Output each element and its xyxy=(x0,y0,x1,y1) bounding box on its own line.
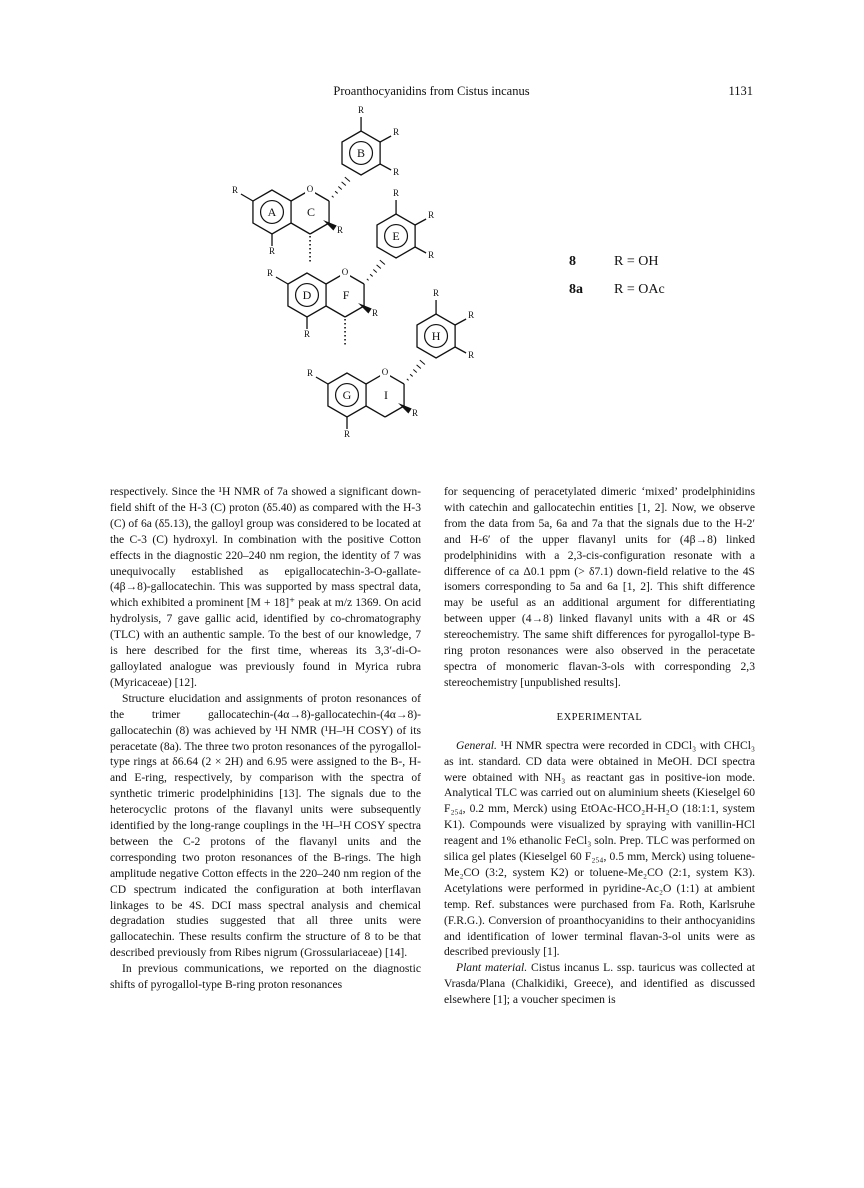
hashed-bond-stroke xyxy=(413,370,416,373)
run-in-heading: General. xyxy=(456,738,497,752)
ring-label: A xyxy=(267,204,277,219)
ring-label: H xyxy=(431,328,441,343)
left-text-column xyxy=(110,484,421,993)
heterocycle-bond xyxy=(310,223,329,234)
ring-label: C xyxy=(307,204,316,219)
compound-formula: R = OH xyxy=(614,254,659,269)
paragraph-general xyxy=(444,738,755,961)
section-heading-experimental: EXPERIMENTAL xyxy=(556,711,643,723)
hashed-bond-stroke xyxy=(417,365,421,369)
hashed-bond-stroke xyxy=(342,182,346,186)
legend-row-8 xyxy=(569,248,665,276)
page-header xyxy=(110,84,753,104)
substituent-r: R xyxy=(303,329,311,340)
substituent-r: R xyxy=(372,308,379,319)
substituent-r: R xyxy=(337,225,344,236)
hashed-bond-stroke xyxy=(373,270,376,273)
substituent-bond xyxy=(415,219,426,225)
substituent-r: R xyxy=(268,246,276,257)
substituent-bond xyxy=(241,194,253,201)
heterocycle-bond xyxy=(345,306,364,317)
compound-formula: R = OAc xyxy=(614,282,665,297)
heterocycle-bond xyxy=(385,406,404,417)
substituent-r: R xyxy=(393,167,400,178)
hashed-bond-stroke xyxy=(345,177,350,181)
substituent-bond xyxy=(415,247,426,253)
running-title: Proanthocyanidins from Cistus incanus xyxy=(333,84,530,98)
substituent-bond xyxy=(380,136,391,142)
substituent-bond xyxy=(455,319,466,325)
oxygen-label: O xyxy=(381,367,389,378)
ring-label: G xyxy=(342,387,352,402)
hashed-bond-stroke xyxy=(335,191,338,193)
page-number: 1131 xyxy=(728,84,753,98)
legend-row-8a xyxy=(569,276,665,304)
ring-label: I xyxy=(384,387,389,402)
substituent-r: R xyxy=(393,127,400,138)
compound-legend xyxy=(569,248,665,304)
ring-label: D xyxy=(302,287,312,302)
paragraph-text: Cistus incanus L. ssp. tauricus was collected at Vrasda/Plana (Chalkidiki, Greece), and identified as discussed elsewhere [1]; a voucher specimen is xyxy=(444,961,755,1007)
hashed-bond-stroke xyxy=(367,279,369,280)
oxygen-label: O xyxy=(341,267,349,278)
paragraph: Structure elucidation and assignments of proton resonances of the trimer gallocatechin-(4α→8)-gallocatechin-(4α→8)-gallocatechin (8) was achieved by ¹H NMR (¹H–¹H COSY) of its peracetate (8a). The three two proton resonances of the pyrogallol-type rings at δ6.64 (2 × 2H) and 6.95 were assigned to the B-, H- and E-ring, respectively, by comparison with the spectra of synthetic trimeric prodelphinidins [13]. The signals due to the heterocyclic protons of the flavanyl units were subsequently identified by the long-range couplings in the ¹H–¹H COSY spectra between the C-2 protons of the flavanyl units and the corresponding two proton resonances of the B-rings. The high amplitude negative Cotton effects in the 220–240 nm region of the CD spectrum indicated the configuration at both interflavan linkages to be 4S. DCI mass spectral analysis and chemical degradation studies suggested that all three units were gallocatechin. These results confirm the structure of 8 to be that described previously from Ribes nigrum (Grossulariaceae) [14]. xyxy=(110,691,421,960)
run-in-heading: Plant material. xyxy=(456,961,528,975)
paragraph: for sequencing of peracetylated dimeric ‘mixed’ prodelphinidins with catechin and gallocatechin entities [1, 2]. Now, we observe from the data from 5a, 6a and 7a that the signals due to the H-2′ and H-6′ of the upper flavanyl units for (4β→8) linked prodelphinidins with a 2,3-cis-configuration resonate with a difference of ca Δ0.1 ppm (> δ7.1) down-field relative to the 4S isomers corresponding to 5a and 6a [1, 2]. This shift difference may be useful as an additional argument for differentiating between upper (4→8) linked flavanyl units with a 4R or 4S stereochemistry. The same shift differences for pyrogallol-type B-ring proton resonances were also observed in the peracetate spectra of monomeric flavan-3-ols with corresponding 2,3 stereochemistry [unpublished results]. xyxy=(444,485,755,689)
hashed-bond-stroke xyxy=(338,187,341,190)
hashed-bond-stroke xyxy=(380,260,385,264)
substituent-r: R xyxy=(266,268,273,279)
paragraph: In previous communications, we reported on the diagnostic shifts of pyrogallol-type B-ring proton resonances xyxy=(110,962,421,992)
substituent-bond xyxy=(455,347,466,353)
substituent-r: R xyxy=(393,188,400,199)
hashed-bond-stroke xyxy=(370,274,373,276)
heterocycle-bond xyxy=(326,306,345,317)
substituent-r: R xyxy=(433,288,440,299)
substituent-r: R xyxy=(412,408,419,419)
substituent-bond xyxy=(276,277,288,284)
paragraph-text: ¹H NMR spectra were recorded in CDCl₃ with CHCl₃ as int. standard. CD data were obtained in MeOH. DCI spectra were obtained with NH₃ as reactant gas in positive-ion mode. Analytical TLC was carried out on aluminium sheets (Kieselgel 60 F₂₅₄, 0.2 mm, Merck) using EtOAc-HCO₂H-H₂O (18:1:1, system K1). Compounds were visualized by spraying with vanillin-HCl reagent and 1% ethanolic FeCl₃ soln. Prep. TLC was performed on silica gel plates (Kieselgel 60 F₂₅₄, 0.5 mm, Merck) using toluene-Me₂CO (3:2, system K2) or toluene-Me₂CO (2:1, system K3). Acetylations were performed in pyridine-Ac₂O (1:1) at ambient temp. Ref. substances were purchased from Fa. Roth, Karlsruhe (F.R.G.). Conversion of proanthocyanidins to their anthocyanidins and identification of lower terminal flavan-3-ol units were as described previously [1]. xyxy=(444,738,755,959)
hashed-bond-stroke xyxy=(410,374,413,376)
substituent-r: R xyxy=(358,105,365,116)
chemical-structure-figure xyxy=(110,105,753,460)
oxygen-label: O xyxy=(306,184,314,195)
ring-label: F xyxy=(342,287,350,302)
ring-label: E xyxy=(392,228,400,243)
substituent-bond xyxy=(316,377,328,384)
hashed-bond-stroke xyxy=(377,265,381,269)
heterocycle-bond xyxy=(291,223,310,234)
substituent-bond xyxy=(380,164,391,170)
hashed-bond-stroke xyxy=(420,360,425,364)
substituent-r: R xyxy=(428,210,435,221)
substituent-r: R xyxy=(306,368,313,379)
compound-id: 8 xyxy=(569,254,576,269)
hashed-bond-stroke xyxy=(332,196,334,197)
substituent-r: R xyxy=(428,250,435,261)
paragraph: respectively. Since the ¹H NMR of 7a showed a significant down-field shift of the H-3 (C) proton (δ5.40) as compared with the H-3 (C) of 6a (δ5.13), the galloyl group was considered to be located at the C-3 (C) hydroxyl. In combination with the positive Cotton effects in the diagnostic 220–240 nm region, the identity of 7 was unequivocally established as epigallocatechin-3-O-gallate-(4β→8)-gallocatechin. This was supported by mass spectral data, which exhibited a prominent [M + 18]⁺ peak at m/z 1369. On acid hydrolysis, 7 gave gallic acid, identified by co-chromatography (TLC) with an authentic sample. To the best of our knowledge, 7 is here described for the first time, whereas its 3,3′-di-O-galloylated analogue was previously found in Myrica rubra (Myricaceae) [12]. xyxy=(110,485,421,689)
substituent-r: R xyxy=(468,350,475,361)
ring-label: B xyxy=(357,145,366,160)
substituent-r: R xyxy=(231,185,238,196)
paragraph-plant-material xyxy=(444,960,755,1008)
substituent-r: R xyxy=(468,310,475,321)
hashed-bond-stroke xyxy=(407,379,409,380)
right-text-column xyxy=(444,484,755,1008)
compound-id: 8a xyxy=(569,282,583,297)
heterocycle-bond xyxy=(366,406,385,417)
substituent-r: R xyxy=(343,429,351,440)
